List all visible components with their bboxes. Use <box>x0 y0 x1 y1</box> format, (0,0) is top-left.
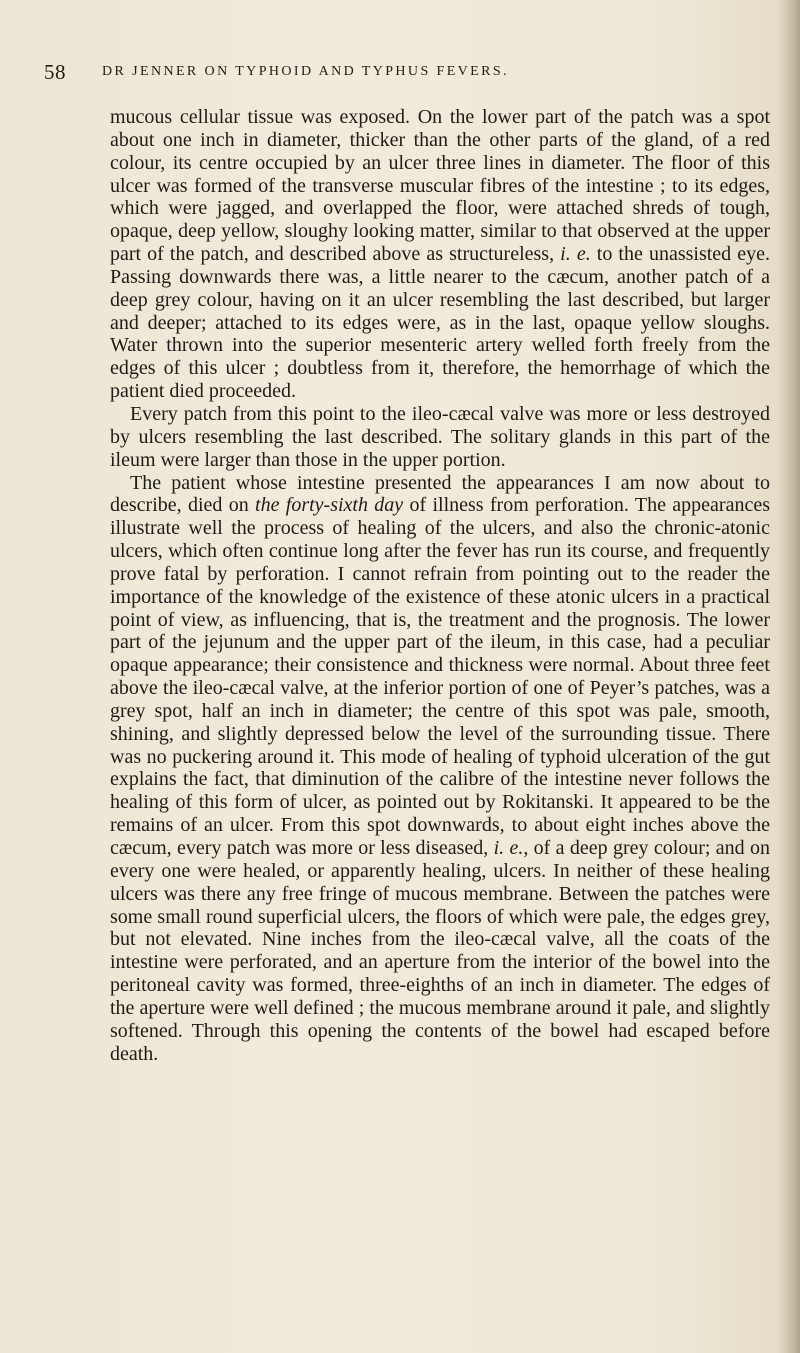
italic-segment: i. e. <box>560 243 591 266</box>
body-text <box>110 106 770 1065</box>
paragraph <box>110 472 770 1066</box>
text-segment: , of a deep grey colour; and on every one were healed, or apparently healing, ulcers. In neither of these healing ulcers was there any free fringe of mucous membrane. Between the patches were some small round superficial ulcers, the floors of which were pale, the edges grey, but not elevated. Nine inches from the ileo-cæcal valve, all the coats of the intestine were perforated, and an aperture from the interior of the bowel into the peritoneal cavity was formed, three-eighths of an inch in diameter. The edges of the aperture were well defined ; the mucous membrane around it pale, and slightly softened. Through this opening the contents of the bowel had escaped before death. <box>110 837 770 1065</box>
page-header <box>44 60 764 96</box>
italic-segment: i. e. <box>493 837 524 859</box>
page-number: 58 <box>44 60 66 84</box>
text-segment: of illness from perforation. The appearances illustrate well the process of healing of the ulcers, and also the chronic-atonic ulcers, which often continue long after the fever has run its course, and frequently prove fatal by perforation. I cannot refrain from pointing out to the reader the importance of the knowledge of the existence of these atonic ulcers in a practical point of view, as influencing, that is, the treatment and the prognosis. The lower part of the jejunum and the upper part of the ileum, in this case, had a peculiar opaque appearance; their consistence and thickness were normal. About three feet above the ileo-cæcal valve, at the inferior portion of one of Peyer’s patches, was a grey spot, half an inch in diameter; the centre of this spot was pale, smooth, shining, and slightly depressed below the level of the surrounding tissue. There was no puckering around it. This mode of healing of typhoid ulceration of the gut explains the fact, that diminution of the calibre of the intestine never follows the healing of this form of ulcer, as pointed out by Rokitanski. It appeared to be the remains of an ulcer. From this spot downwards, to about eight inches above the cæcum, every patch was more or less diseased, <box>110 494 770 859</box>
paragraph <box>110 403 770 472</box>
text-segment: to the unassisted eye. Passing downwards there was, a little nearer to the cæcum, another patch of a deep grey colour, having on it an ulcer resembling the last described, but larger and deeper; attached to its edges were, as in the last, opaque yellow sloughs. Water thrown into the superior mesenteric artery welled forth freely from the edges of this ulcer ; doubtless from it, therefore, the hemorrhage of which the patient died proceeded. <box>110 243 771 403</box>
paragraph <box>110 106 770 403</box>
italic-segment: the forty-sixth day <box>255 494 404 517</box>
text-segment: mucous cellular tissue was exposed. On the lower part of the patch was a spot about one inch in diameter, thicker than the other parts of the gland, of a red colour, its centre occupied by an ulcer three lines in diameter. The floor of this ulcer was formed of the transverse muscular fibres of the intestine ; to its edges, which were jagged, and overlapped the floor, were attached shreds of tough, opaque, deep yellow, sloughy looking matter, similar to that observed at the upper part of the patch, and described above as structureless, <box>110 106 770 266</box>
text-segment: The patient whose intestine presented the appearances I am now about to describe, died on <box>110 471 770 517</box>
text-segment: Every patch from this point to the ileo-cæcal valve was more or less destroyed by ulcers resembling the last described. The solitary glands in this part of the ileum were larger than those in the upper portion. <box>110 402 770 471</box>
running-head: DR JENNER ON TYPHOID AND TYPHUS FEVERS. <box>102 64 509 79</box>
binding-shadow <box>778 0 800 1353</box>
